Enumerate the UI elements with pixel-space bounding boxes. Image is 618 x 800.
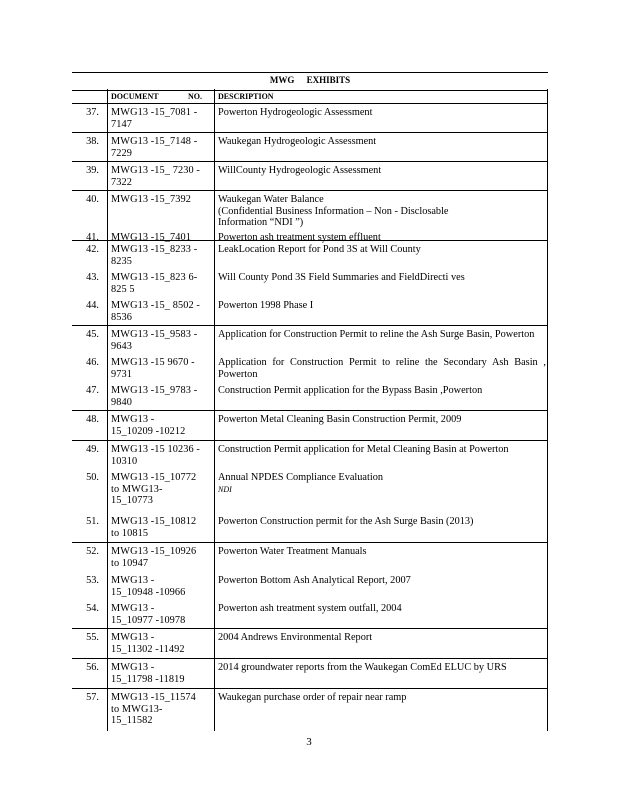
exhibit-description: Annual NPDES Compliance Evaluation [218, 472, 384, 483]
header-no: NO. [188, 92, 202, 101]
column-divider-mid [214, 89, 215, 731]
exhibit-description: Application for Construction Permit to reline the Ash Surge Basin, Powerton [218, 329, 535, 340]
exhibit-number: 46. [86, 357, 99, 368]
exhibits-table [72, 72, 548, 731]
table-row [72, 513, 548, 543]
table-row [72, 162, 548, 191]
exhibit-description: Waukegan purchase order of repair near ramp [218, 692, 407, 703]
exhibit-number: 48. [86, 414, 99, 425]
exhibit-number: 43. [86, 272, 99, 283]
exhibit-number: 51. [86, 516, 99, 527]
document-number: MWG13 - 15_10948 -10966 [111, 575, 186, 598]
exhibit-description: Powerton Metal Cleaning Basin Construction Permit, 2009 [218, 414, 462, 425]
table-row [72, 659, 548, 689]
exhibit-description: Powerton Construction permit for the Ash Surge Basin (2013) [218, 516, 474, 527]
document-number: MWG13 -15_8233 - 8235 [111, 244, 198, 267]
column-divider-right [547, 89, 548, 731]
exhibit-description: Powerton ash treatment system outfall, 2004 [218, 603, 402, 614]
table-row [72, 104, 548, 133]
table-row [72, 382, 548, 411]
exhibit-number: 47. [86, 385, 99, 396]
table-row [72, 241, 548, 269]
exhibit-description: Powerton Hydrogeologic Assessment [218, 107, 373, 118]
exhibit-description: WillCounty Hydrogeologic Assessment [218, 165, 382, 176]
table-row [72, 354, 548, 382]
document-number: MWG13 -15_10772 to MWG13- 15_10773 [111, 472, 197, 506]
table-row [72, 441, 548, 469]
exhibit-number: 55. [86, 632, 99, 643]
table-title-row [72, 72, 548, 91]
table-row [72, 269, 548, 297]
table-header-row [72, 91, 548, 104]
exhibit-description: Application for Construction Permit to reline the Secondary Ash Basin , Powerton [218, 357, 546, 380]
exhibit-number: 52. [86, 546, 99, 557]
ndi-note: NDI [218, 485, 232, 494]
table-body [72, 104, 548, 731]
document-number: MWG13 -15_7148 - 7229 [111, 136, 198, 159]
table-row [72, 229, 548, 241]
document-number: MWG13 -15 10236 - 10310 [111, 444, 200, 467]
exhibit-number: 37. [86, 107, 99, 118]
table-row [72, 191, 548, 229]
exhibit-number: 41. [86, 232, 99, 243]
table-row [72, 133, 548, 162]
document-number: MWG13 -15_10812 to 10815 [111, 516, 197, 539]
exhibit-number: 50. [86, 472, 99, 483]
exhibit-description: Waukegan Hydrogeologic Assessment [218, 136, 377, 147]
exhibit-number: 57. [86, 692, 99, 703]
exhibit-number: 45. [86, 329, 99, 340]
table-title: MWG EXHIBITS [269, 75, 351, 85]
document-number: MWG13 -15_10926 to 10947 [111, 546, 197, 569]
document-number: MWG13 -15_9583 - 9643 [111, 329, 198, 352]
exhibit-number: 40. [86, 194, 99, 205]
document-number: MWG13 -15_11574 to MWG13- 15_11582 [111, 692, 196, 726]
document-number: MWG13 -15_ 8502 - 8536 [111, 300, 200, 323]
exhibit-number: 53. [86, 575, 99, 586]
exhibit-number: 54. [86, 603, 99, 614]
header-document: DOCUMENT [111, 92, 159, 101]
table-row [72, 689, 548, 731]
document-number: MWG13 -15_9783 - 9840 [111, 385, 198, 408]
table-row [72, 572, 548, 600]
document-number: MWG13 -15 9670 - 9731 [111, 357, 195, 380]
table-row [72, 411, 548, 441]
exhibit-number: 49. [86, 444, 99, 455]
exhibit-description: LeakLocation Report for Pond 3S at Will County [218, 244, 421, 255]
header-description: DESCRIPTION [218, 92, 274, 101]
exhibit-number: 39. [86, 165, 99, 176]
exhibit-description: Waukegan Water Balance (Confidential Business Information – Non - Disclosable Information “NDI ”) [218, 194, 449, 228]
exhibit-number: 42. [86, 244, 99, 255]
exhibit-description: Powerton Bottom Ash Analytical Report, 2007 [218, 575, 411, 586]
table-row [72, 326, 548, 354]
exhibit-number: 38. [86, 136, 99, 147]
exhibit-description: Will County Pond 3S Field Summaries and FieldDirecti ves [218, 272, 465, 283]
table-row [72, 543, 548, 572]
document-number: MWG13 -15_7392 [111, 194, 192, 205]
document-number: MWG13 -15_ 7230 - 7322 [111, 165, 200, 188]
table-row [72, 469, 548, 513]
table-row [72, 297, 548, 326]
exhibit-description: Construction Permit application for the Bypass Basin ,Powerton [218, 385, 483, 396]
table-row [72, 600, 548, 629]
exhibit-description: Powerton ash treatment system effluent [218, 232, 381, 243]
document-number: MWG13 -15_7401 [111, 232, 192, 243]
exhibit-description: Powerton Water Treatment Manuals [218, 546, 367, 557]
column-divider-left [107, 89, 108, 731]
exhibit-description: 2004 Andrews Environmental Report [218, 632, 373, 643]
document-number: MWG13 - 15_10209 -10212 [111, 414, 186, 437]
exhibit-description: 2014 groundwater reports from the Waukegan ComEd ELUC by URS [218, 662, 507, 673]
document-number: MWG13 - 15_10977 -10978 [111, 603, 186, 626]
table-row [72, 629, 548, 659]
exhibit-number: 44. [86, 300, 99, 311]
document-number: MWG13 - 15_11798 -11819 [111, 662, 185, 685]
document-number: MWG13 -15_823 6- 825 5 [111, 272, 198, 295]
document-number: MWG13 -15_7081 - 7147 [111, 107, 198, 130]
exhibit-description: Construction Permit application for Metal Cleaning Basin at Powerton [218, 444, 509, 455]
exhibit-description: Powerton 1998 Phase I [218, 300, 314, 311]
exhibit-number: 56. [86, 662, 99, 673]
page-number: 3 [306, 736, 312, 748]
document-number: MWG13 - 15_11302 -11492 [111, 632, 185, 655]
